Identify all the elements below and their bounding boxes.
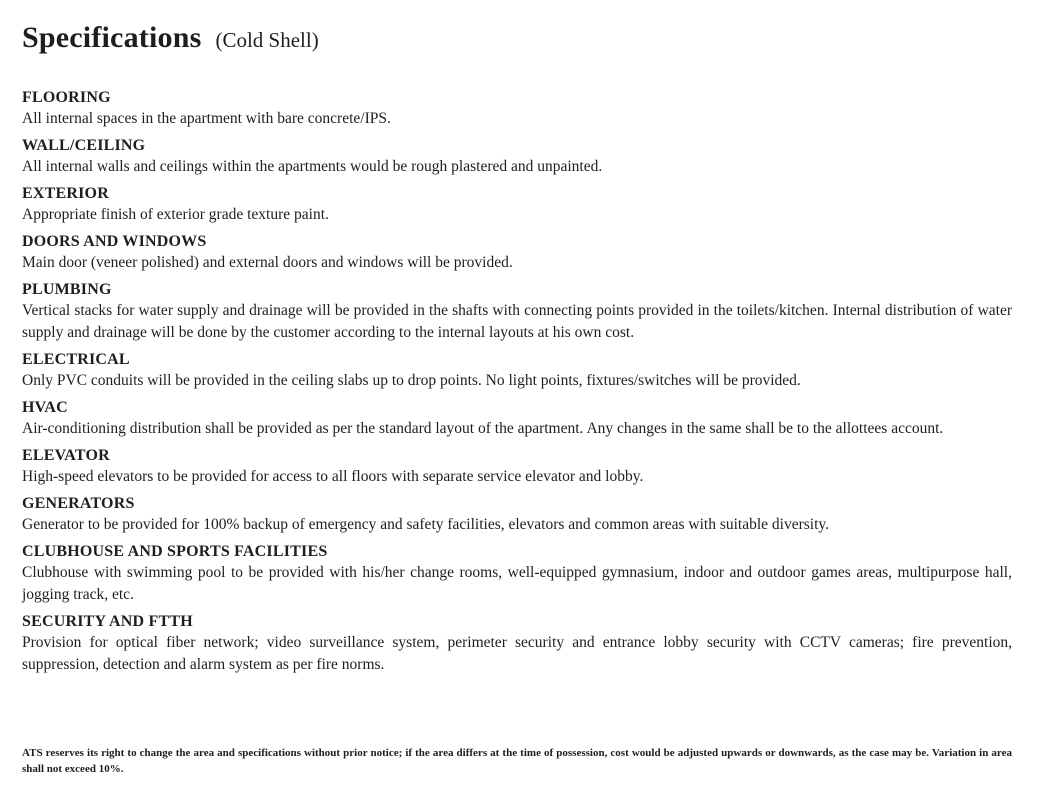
section-body: Main door (veneer polished) and external doors and windows will be provided. bbox=[22, 254, 513, 271]
section-clubhouse-sports bbox=[22, 542, 1012, 606]
section-elevator bbox=[22, 446, 1012, 488]
title-main: Specifications bbox=[22, 21, 202, 54]
section-plumbing bbox=[22, 280, 1012, 344]
page-title bbox=[22, 14, 1012, 58]
section-body: Provision for optical fiber network; video surveillance system, perimeter security and entrance lobby security with CCTV cameras; fire prevention, suppression, detection and alarm system as per fire norms. bbox=[22, 634, 1012, 673]
section-exterior bbox=[22, 184, 1012, 226]
section-body: All internal walls and ceilings within the apartments would be rough plastered and unpainted. bbox=[22, 158, 603, 175]
section-heading: DOORS AND WINDOWS bbox=[22, 233, 207, 250]
section-body: Air-conditioning distribution shall be provided as per the standard layout of the apartment. Any changes in the same shall be to the allottees account. bbox=[22, 420, 944, 437]
section-body: Appropriate finish of exterior grade texture paint. bbox=[22, 206, 329, 223]
section-heading: ELECTRICAL bbox=[22, 351, 130, 368]
section-heading: GENERATORS bbox=[22, 495, 135, 512]
section-wall-ceiling bbox=[22, 136, 1012, 178]
section-body: Clubhouse with swimming pool to be provided with his/her change rooms, well-equipped gymnasium, indoor and outdoor games areas, multipurpose hall, jogging track, etc. bbox=[22, 564, 1012, 603]
title-subtitle: (Cold Shell) bbox=[215, 28, 319, 52]
section-security-ftth bbox=[22, 612, 1012, 676]
section-body: Only PVC conduits will be provided in the ceiling slabs up to drop points. No light points, fixtures/switches will be provided. bbox=[22, 372, 801, 389]
section-heading: EXTERIOR bbox=[22, 185, 109, 202]
section-body: Generator to be provided for 100% backup of emergency and safety facilities, elevators and common areas with suitable diversity. bbox=[22, 516, 830, 533]
section-generators bbox=[22, 494, 1012, 536]
section-flooring bbox=[22, 88, 1012, 130]
section-heading: FLOORING bbox=[22, 89, 111, 106]
section-doors-windows bbox=[22, 232, 1012, 274]
section-heading: HVAC bbox=[22, 399, 68, 416]
specification-sections bbox=[22, 88, 1012, 676]
specifications-document bbox=[22, 14, 1012, 682]
section-body: All internal spaces in the apartment with bare concrete/IPS. bbox=[22, 110, 391, 127]
section-body: Vertical stacks for water supply and drainage will be provided in the shafts with connecting points provided in the toilets/kitchen. Internal distribution of water supply and drainage will be done by the customer according to the internal layouts at his own cost. bbox=[22, 302, 1012, 341]
section-body: High-speed elevators to be provided for access to all floors with separate service elevator and lobby. bbox=[22, 468, 644, 485]
section-heading: PLUMBING bbox=[22, 281, 112, 298]
section-heading: SECURITY AND FTTH bbox=[22, 613, 193, 630]
disclaimer-footnote: ATS reserves its right to change the area and specifications without prior notice; if the area differs at the time of possession, cost would be adjusted upwards or downwards, as the case may be. Variation in area shall not exceed 10%. bbox=[22, 747, 1012, 775]
section-heading: CLUBHOUSE AND SPORTS FACILITIES bbox=[22, 543, 328, 560]
section-hvac bbox=[22, 398, 1012, 440]
section-heading: ELEVATOR bbox=[22, 447, 110, 464]
section-heading: WALL/CEILING bbox=[22, 137, 146, 154]
section-electrical bbox=[22, 350, 1012, 392]
